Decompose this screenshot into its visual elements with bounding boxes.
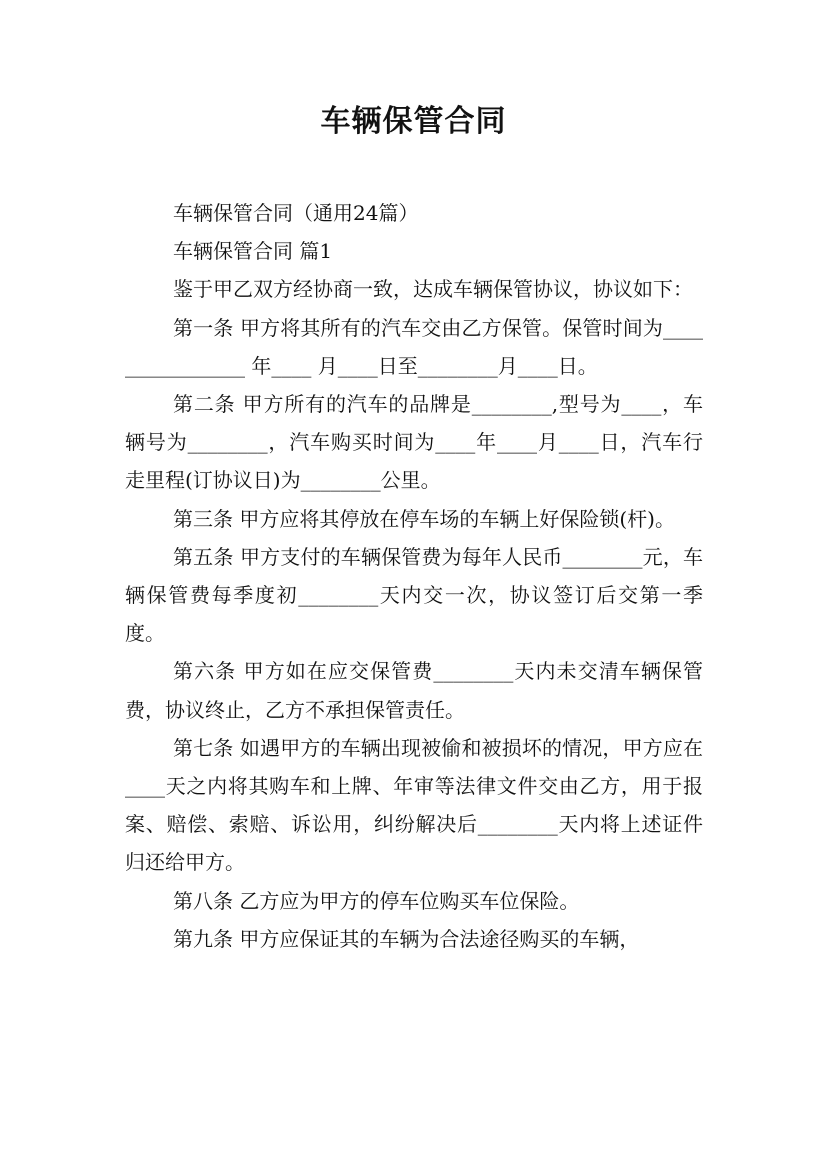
paragraph-preamble: 鉴于甲乙双方经协商一致，达成车辆保管协议，协议如下： — [173, 277, 693, 302]
paragraph-article-1: 第一条 甲方将其所有的汽车交由乙方保管。保管时间为________________ 年____ 月____日至________月____日。 — [125, 315, 703, 378]
paragraph-article-6: 第六条 甲方如在应交保管费________天内未交清车辆保管费，协议终止，乙方不承担保管责任。 — [125, 659, 703, 722]
paragraph-article-8: 第八条 乙方应为甲方的停车位购买车位保险。 — [173, 888, 580, 913]
document-body — [125, 194, 703, 958]
paragraph-article-9: 第九条 甲方应保证其的车辆为合法途径购买的车辆， — [173, 926, 640, 951]
paragraph-article-5: 第五条 甲方支付的车辆保管费为每年人民币________元，车辆保管费每季度初________天内交一次，协议签订后交第一季度。 — [125, 544, 703, 646]
paragraph-article-2: 第二条 甲方所有的汽车的品牌是________,型号为____，车辆号为________，汽车购买时间为____年____月____日，汽车行走里程(订协议日)为________公里。 — [125, 392, 703, 493]
document-title: 车辆保管合同 — [320, 104, 507, 139]
paragraph-subtitle: 车辆保管合同（通用24篇） — [173, 201, 419, 225]
paragraph-article-7: 第七条 如遇甲方的车辆出现被偷和被损坏的情况，甲方应在____天之内将其购车和上牌、年审等法律文件交由乙方，用于报案、赔偿、索赔、诉讼用，纠纷解决后________天内将上述证件归还给甲方。 — [125, 735, 703, 875]
paragraph-article-3: 第三条 甲方应将其停放在停车场的车辆上好保险锁(杆)。 — [173, 506, 675, 531]
paragraph-section-heading: 车辆保管合同 篇1 — [173, 239, 333, 264]
